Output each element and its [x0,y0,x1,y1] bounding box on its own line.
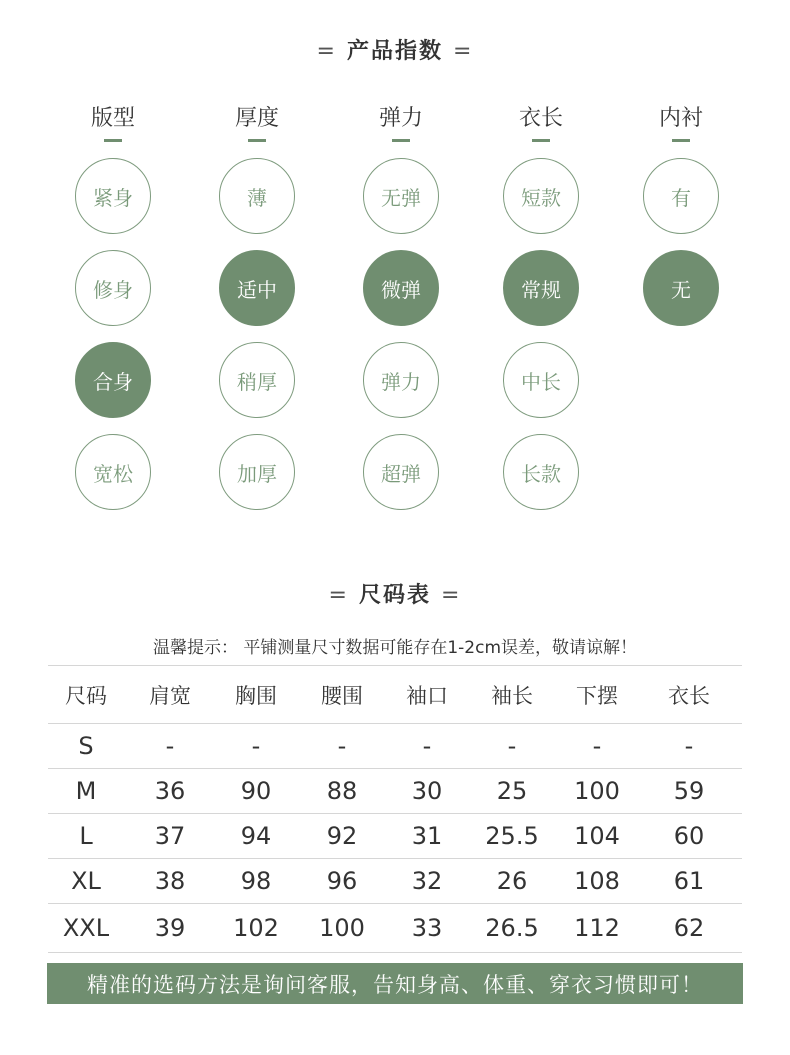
measurement-cell: - [296,724,388,769]
table-header-row [48,666,742,724]
index-option-circle: 无弹 [363,158,439,234]
measurement-cell: 30 [388,769,466,814]
index-column-header [481,101,601,142]
measurement-cell: 60 [636,814,742,859]
table-column-header: 下摆 [558,666,636,724]
measurement-cell: 59 [636,769,742,814]
size-label-cell: L [48,814,124,859]
size-label-cell: XXL [48,904,124,953]
measurement-cell: 26.5 [466,904,558,953]
index-column-header-text: 厚度 [234,106,279,131]
table-row [48,904,742,953]
measurement-cell: 104 [558,814,636,859]
size-table [48,665,742,953]
measurement-cell: 62 [636,904,742,953]
measurement-cell: - [466,724,558,769]
index-column-header [197,101,317,142]
header-underline [104,139,122,142]
index-option-circle: 短款 [503,158,579,234]
table-column-header: 胸围 [216,666,296,724]
product-index-title-text: 产品指数 [346,39,443,64]
index-option-circle: 稍厚 [219,342,295,418]
measurement-cell: 92 [296,814,388,859]
measurement-cell: - [216,724,296,769]
table-body [48,724,742,953]
measurement-cell: - [636,724,742,769]
measurement-cell: 100 [296,904,388,953]
measurement-cell: - [558,724,636,769]
measurement-cell: 61 [636,859,742,904]
measurement-cell: - [124,724,216,769]
measurement-cell: 88 [296,769,388,814]
measurement-cell: 33 [388,904,466,953]
measurement-cell: 26 [466,859,558,904]
header-underline [392,139,410,142]
index-option-circle: 微弹 [363,250,439,326]
index-column-header-text: 衣长 [518,106,563,131]
index-option-circle: 合身 [75,342,151,418]
measurement-cell: 32 [388,859,466,904]
table-column-header: 肩宽 [124,666,216,724]
table-column-header: 尺码 [48,666,124,724]
index-column-header-text: 内衬 [658,106,703,131]
measurement-cell: 112 [558,904,636,953]
header-underline [532,139,550,142]
product-index-title: = 产品指数 = [316,39,474,64]
index-option-circle: 长款 [503,434,579,510]
index-option-circle: 宽松 [75,434,151,510]
measurement-cell: 25.5 [466,814,558,859]
index-option-circle: 有 [643,158,719,234]
table-column-header: 袖口 [388,666,466,724]
measurement-cell: 108 [558,859,636,904]
measurement-cell: 90 [216,769,296,814]
measurement-cell: 94 [216,814,296,859]
index-option-circle: 薄 [219,158,295,234]
measurement-cell: - [388,724,466,769]
table-row [48,814,742,859]
size-tip: 温馨提示： 平铺测量尺寸数据可能存在1-2cm误差，敬请谅解！ [152,638,638,658]
table-column-header: 衣长 [636,666,742,724]
index-option-circle: 修身 [75,250,151,326]
index-option-circle: 适中 [219,250,295,326]
measurement-cell: 31 [388,814,466,859]
measurement-cell: 39 [124,904,216,953]
index-option-circle: 弹力 [363,342,439,418]
index-column-header [621,101,741,142]
table-row [48,724,742,769]
size-advice-banner: 精准的选码方法是询问客服，告知身高、体重、穿衣习惯即可！ [47,963,743,1004]
measurement-cell: 96 [296,859,388,904]
size-label-cell: S [48,724,124,769]
size-label-cell: M [48,769,124,814]
measurement-cell: 37 [124,814,216,859]
table-column-header: 腰围 [296,666,388,724]
size-label-cell: XL [48,859,124,904]
measurement-cell: 100 [558,769,636,814]
index-column-header-text: 弹力 [378,106,423,131]
table-row [48,859,742,904]
measurement-cell: 102 [216,904,296,953]
table-row [48,769,742,814]
size-chart-title-text: 尺码表 [358,583,431,608]
index-column-header [53,101,173,142]
measurement-cell: 98 [216,859,296,904]
index-option-circle: 加厚 [219,434,295,510]
index-option-circle: 无 [643,250,719,326]
header-underline [672,139,690,142]
index-column-header-text: 版型 [90,106,135,131]
index-option-circle: 紧身 [75,158,151,234]
header-underline [248,139,266,142]
size-chart-title: = 尺码表 = [328,583,462,608]
index-option-circle: 常规 [503,250,579,326]
table-column-header: 袖长 [466,666,558,724]
index-column-header [341,101,461,142]
measurement-cell: 38 [124,859,216,904]
index-option-circle: 超弹 [363,434,439,510]
index-option-circle: 中长 [503,342,579,418]
measurement-cell: 25 [466,769,558,814]
measurement-cell: 36 [124,769,216,814]
